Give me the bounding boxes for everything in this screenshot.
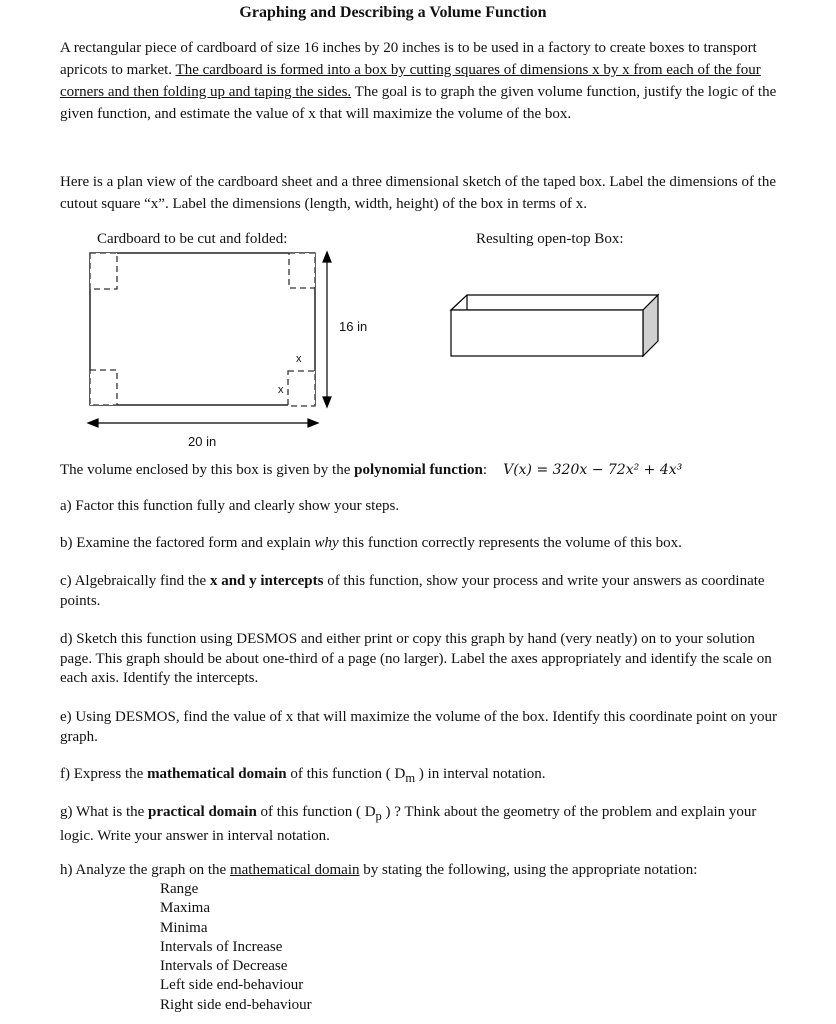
right-caption: Resulting open-top Box: xyxy=(476,231,624,247)
formula: V(x) = 320x − 72x² + 4x³ xyxy=(503,462,683,478)
f-sub: m xyxy=(405,771,416,785)
c-text2: of this function, show your process and write your answers as coordinate points. xyxy=(60,573,765,609)
question-e: e) Using DESMOS, find the value of x that will maximize the volume of the box. Identify this coordinate point on your graph. xyxy=(60,709,777,745)
left-caption: Cardboard to be cut and folded: xyxy=(97,231,288,247)
h-text2: by stating the following, using the appropriate notation: xyxy=(359,862,698,878)
analysis-list xyxy=(160,880,312,1015)
function-text: The volume enclosed by this box is given by the xyxy=(60,462,355,478)
function-statement xyxy=(60,459,790,481)
question-f xyxy=(60,765,790,789)
list-item: Intervals of Decrease xyxy=(160,958,288,975)
b-text2: this function correctly represents the volume of this box. xyxy=(338,535,682,551)
height-label: 16 in xyxy=(339,319,368,334)
page-title: Graphing and Describing a Volume Function xyxy=(239,4,547,21)
list-item: Intervals of Increase xyxy=(160,938,283,955)
question-c xyxy=(60,572,790,611)
c-bold: x and y intercepts xyxy=(209,573,324,589)
g-bold: practical domain xyxy=(148,804,257,820)
list-item: Range xyxy=(160,881,199,897)
list-item: Right side end-behaviour xyxy=(160,996,312,1013)
question-a: a) Factor this function fully and clearly show your steps. xyxy=(60,498,400,514)
intro-goal: The goal is to graph the given volume function, justify the logic of the given function, and estimate the value of x that will maximize the volume of the box. xyxy=(60,84,777,122)
intro-underlined: The cardboard is formed into a box by cutting squares of dimensions x by x from each of the four corners and then folding up and taping the sides. xyxy=(60,62,761,100)
diagram xyxy=(0,0,836,470)
question-g xyxy=(60,803,790,846)
height-arrow xyxy=(323,252,331,407)
open-top-box xyxy=(451,295,658,356)
x-label-top: x xyxy=(296,353,302,365)
list-item: Minima xyxy=(160,919,208,936)
width-label: 20 in xyxy=(188,434,217,449)
list-item: Left side end-behaviour xyxy=(160,977,304,994)
intro-text: A rectangular piece of cardboard of size 16 inches by 20 inches is to be used in a factory to create boxes to transport apricots to market. xyxy=(60,40,757,78)
g-text: g) What is the xyxy=(60,804,149,820)
question-d: d) Sketch this function using DESMOS and either print or copy this graph by hand (very neatly) on to your solution page. This graph should be about one-third of a page (no larger). Label the axes appropriately and identify the scale on each axis. Identify the intercepts. xyxy=(60,631,772,686)
function-bold: polynomial function xyxy=(354,462,483,478)
h-underlined: mathematical domain xyxy=(229,862,360,878)
question-b xyxy=(60,534,790,554)
h-text: h) Analyze the graph on the xyxy=(60,862,230,878)
g-text2: of this function ( D xyxy=(256,804,376,820)
f-text3: ) in interval notation. xyxy=(415,766,546,782)
list-item: Maxima xyxy=(160,900,210,917)
c-text: c) Algebraically find the xyxy=(60,573,210,589)
question-h xyxy=(60,861,790,881)
f-text: f) Express the xyxy=(60,766,148,782)
g-text3: ) ? Think about the geometry of the problem and explain your logic. Write your answer in interval notation. xyxy=(60,804,757,844)
f-text2: of this function ( D xyxy=(286,766,406,782)
b-text: b) Examine the factored form and explain xyxy=(60,535,315,551)
width-arrow xyxy=(88,419,318,427)
colon: : xyxy=(482,462,488,478)
cardboard-sheet xyxy=(90,253,315,405)
x-label-side: x xyxy=(278,384,284,396)
b-em: why xyxy=(314,535,339,551)
f-bold: mathematical domain xyxy=(147,766,287,782)
g-sub: p xyxy=(375,809,382,823)
plan-paragraph: Here is a plan view of the cardboard sheet and a three dimensional sketch of the taped box. Label the dimensions of the cutout square “x”. Label the dimensions (length, width, height) of the box in terms of x. xyxy=(60,174,777,212)
